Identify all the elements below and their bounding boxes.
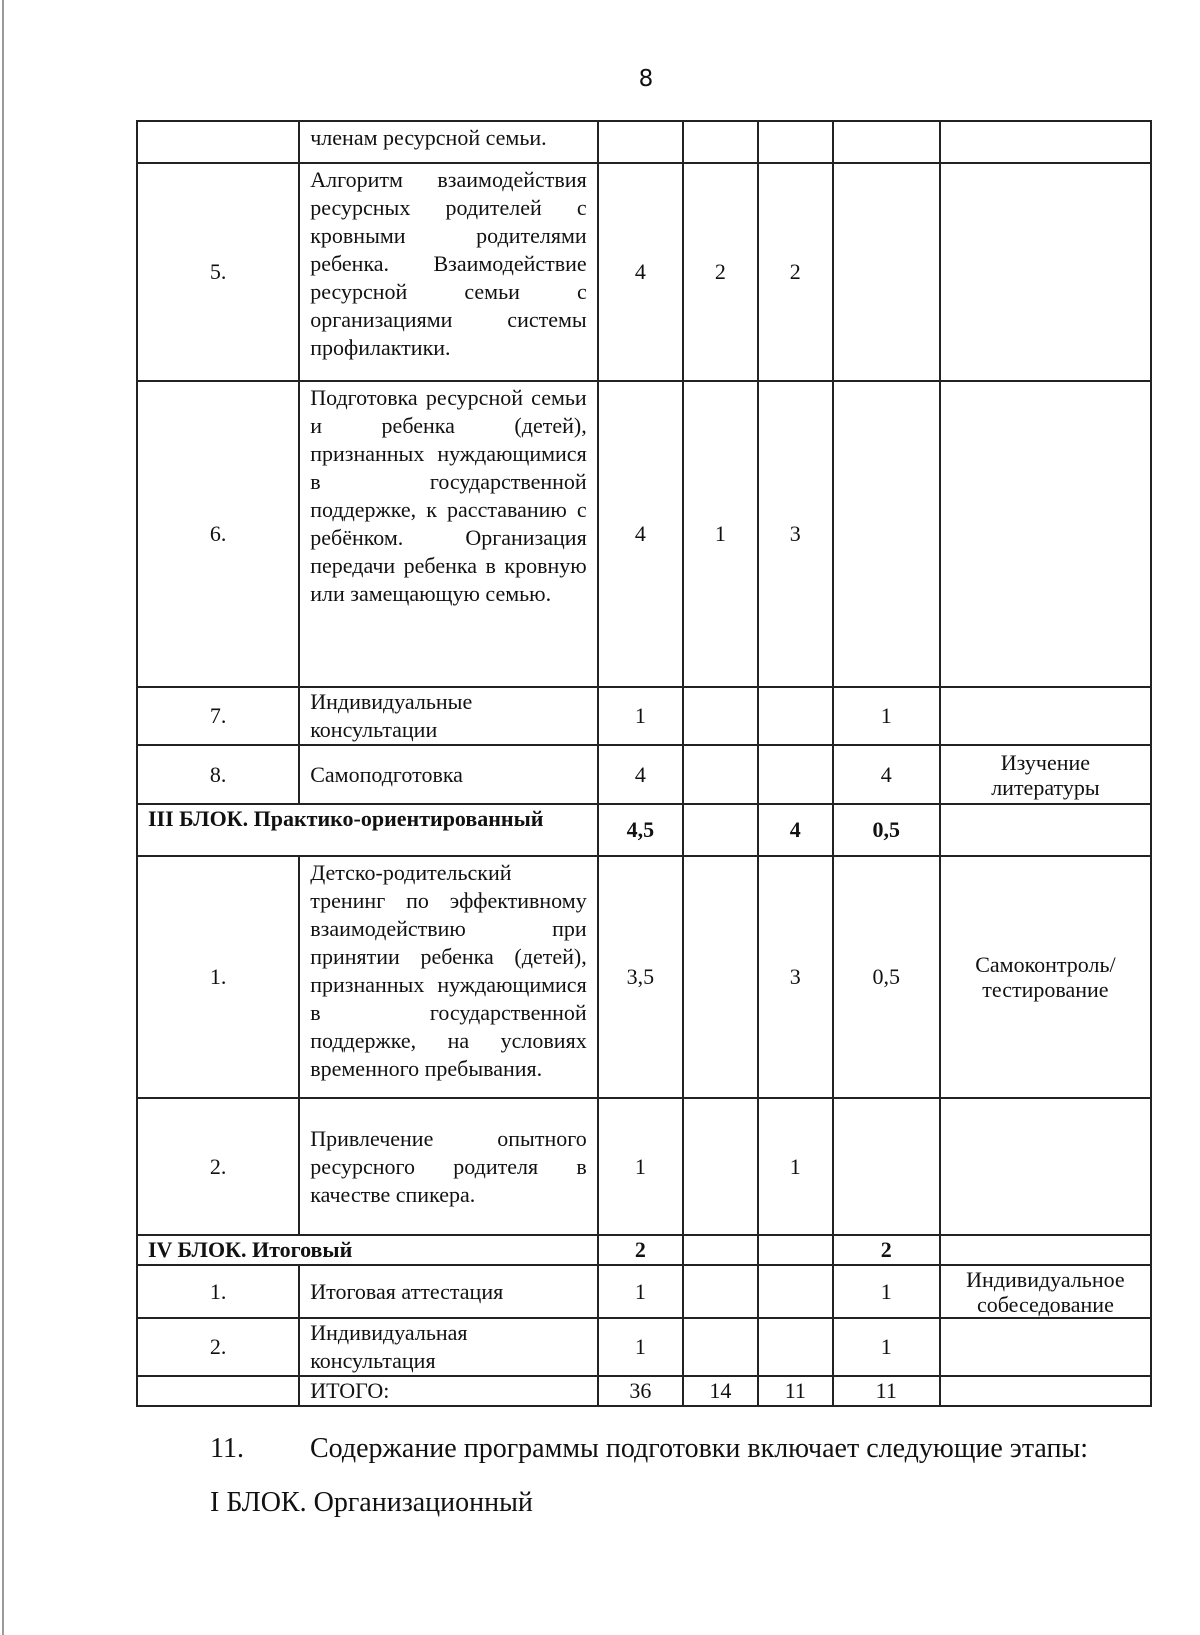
row-total-hours: 1 xyxy=(598,1265,683,1318)
training-plan-table xyxy=(136,120,1152,1407)
table-row xyxy=(137,1318,1151,1376)
table-row xyxy=(137,1098,1151,1235)
row-practice-hours xyxy=(758,1265,833,1318)
row-total-hours: 1 xyxy=(598,1098,683,1235)
section-subheading: I БЛОК. Организационный xyxy=(210,1487,533,1518)
row-topic: Алгоритм взаимодействия ресурсных родителей с кровными родителями ребенка. Взаимодействие ресурсной семьи с организациями системы профилактики. xyxy=(299,163,597,381)
row-self-study-hours xyxy=(833,121,940,163)
row-number: 5. xyxy=(137,163,299,381)
block-row xyxy=(137,804,1151,856)
row-lecture-hours xyxy=(683,687,758,745)
row-practice-hours: 2 xyxy=(758,163,833,381)
row-total-hours: 4 xyxy=(598,745,683,804)
total-control-form xyxy=(940,1376,1151,1406)
row-total-hours: 1 xyxy=(598,1318,683,1376)
row-number: 2. xyxy=(137,1318,299,1376)
row-number: 6. xyxy=(137,381,299,687)
paragraph-11 xyxy=(210,1432,1088,1466)
table-row xyxy=(137,856,1151,1098)
row-self-study-hours: 1 xyxy=(833,1318,940,1376)
row-topic: Индивидуальные консультации xyxy=(299,687,597,745)
block-lecture-hours xyxy=(683,804,758,856)
row-practice-hours xyxy=(758,687,833,745)
row-self-study-hours: 4 xyxy=(833,745,940,804)
row-self-study-hours xyxy=(833,1098,940,1235)
total-hours: 36 xyxy=(598,1376,683,1406)
row-lecture-hours xyxy=(683,121,758,163)
paragraph-text: Содержание программы подготовки включает следующие этапы: xyxy=(310,1433,1089,1464)
row-topic: членам ресурсной семьи. xyxy=(299,121,597,163)
row-topic: Подготовка ресурсной семьи и ребенка (детей), признанных нуждающимися в государственной поддержке, к расставанию с ребёнком. Организация передачи ребенка в кровную или замещающую семью. xyxy=(299,381,597,687)
row-control-form xyxy=(940,687,1151,745)
row-self-study-hours: 0,5 xyxy=(833,856,940,1098)
page-number: 8 xyxy=(638,66,654,92)
row-self-study-hours xyxy=(833,163,940,381)
total-practice-hours: 11 xyxy=(758,1376,833,1406)
block-control-form xyxy=(940,804,1151,856)
row-self-study-hours: 1 xyxy=(833,687,940,745)
row-control-form xyxy=(940,381,1151,687)
block-practice-hours: 4 xyxy=(758,804,833,856)
total-label: ИТОГО: xyxy=(299,1376,597,1406)
row-number: 2. xyxy=(137,1098,299,1235)
row-topic: Привлечение опытного ресурсного родителя в качестве спикера. xyxy=(299,1098,597,1235)
total-row-number xyxy=(137,1376,299,1406)
block-self-study-hours: 0,5 xyxy=(833,804,940,856)
row-lecture-hours xyxy=(683,745,758,804)
row-total-hours xyxy=(598,121,683,163)
block-title: III БЛОК. Практико-ориентированный xyxy=(137,804,598,856)
total-self-study-hours: 11 xyxy=(833,1376,940,1406)
row-control-form xyxy=(940,121,1151,163)
row-lecture-hours: 1 xyxy=(683,381,758,687)
row-topic: Детско-родительский тренинг по эффективному взаимодействию при принятии ребенка (детей), признанных нуждающимися в государственной поддержке, на условиях временного пребывания. xyxy=(299,856,597,1098)
table-row xyxy=(137,1265,1151,1318)
row-total-hours: 4 xyxy=(598,163,683,381)
row-lecture-hours xyxy=(683,856,758,1098)
row-number xyxy=(137,121,299,163)
row-number: 1. xyxy=(137,1265,299,1318)
row-practice-hours: 3 xyxy=(758,381,833,687)
row-self-study-hours: 1 xyxy=(833,1265,940,1318)
row-lecture-hours xyxy=(683,1318,758,1376)
block-practice-hours xyxy=(758,1235,833,1265)
row-total-hours: 3,5 xyxy=(598,856,683,1098)
row-control-form: Изучение литературы xyxy=(940,745,1151,804)
row-topic: Индивидуальная консультация xyxy=(299,1318,597,1376)
table-row xyxy=(137,121,1151,163)
row-control-form: Самоконтроль/ тестирование xyxy=(940,856,1151,1098)
block-total-hours: 2 xyxy=(598,1235,683,1265)
row-practice-hours xyxy=(758,1318,833,1376)
row-topic: Самоподготовка xyxy=(299,745,597,804)
block-control-form xyxy=(940,1235,1151,1265)
table-row xyxy=(137,381,1151,687)
row-control-form: Индивидуальное собеседование xyxy=(940,1265,1151,1318)
scan-margin-line xyxy=(2,0,4,1635)
row-control-form xyxy=(940,163,1151,381)
table-row xyxy=(137,163,1151,381)
row-number: 8. xyxy=(137,745,299,804)
row-practice-hours: 1 xyxy=(758,1098,833,1235)
block-total-hours: 4,5 xyxy=(598,804,683,856)
row-practice-hours xyxy=(758,121,833,163)
row-number: 1. xyxy=(137,856,299,1098)
paragraph-number: 11. xyxy=(210,1433,244,1464)
table-row xyxy=(137,745,1151,804)
total-row xyxy=(137,1376,1151,1406)
row-practice-hours xyxy=(758,745,833,804)
block-row xyxy=(137,1235,1151,1265)
row-practice-hours: 3 xyxy=(758,856,833,1098)
row-lecture-hours xyxy=(683,1265,758,1318)
row-total-hours: 4 xyxy=(598,381,683,687)
row-control-form xyxy=(940,1098,1151,1235)
row-number: 7. xyxy=(137,687,299,745)
row-topic: Итоговая аттестация xyxy=(299,1265,597,1318)
row-self-study-hours xyxy=(833,381,940,687)
table-row xyxy=(137,687,1151,745)
total-lecture-hours: 14 xyxy=(683,1376,758,1406)
block-self-study-hours: 2 xyxy=(833,1235,940,1265)
block-title: IV БЛОК. Итоговый xyxy=(137,1235,598,1265)
row-total-hours: 1 xyxy=(598,687,683,745)
row-lecture-hours: 2 xyxy=(683,163,758,381)
row-control-form xyxy=(940,1318,1151,1376)
block-lecture-hours xyxy=(683,1235,758,1265)
row-lecture-hours xyxy=(683,1098,758,1235)
